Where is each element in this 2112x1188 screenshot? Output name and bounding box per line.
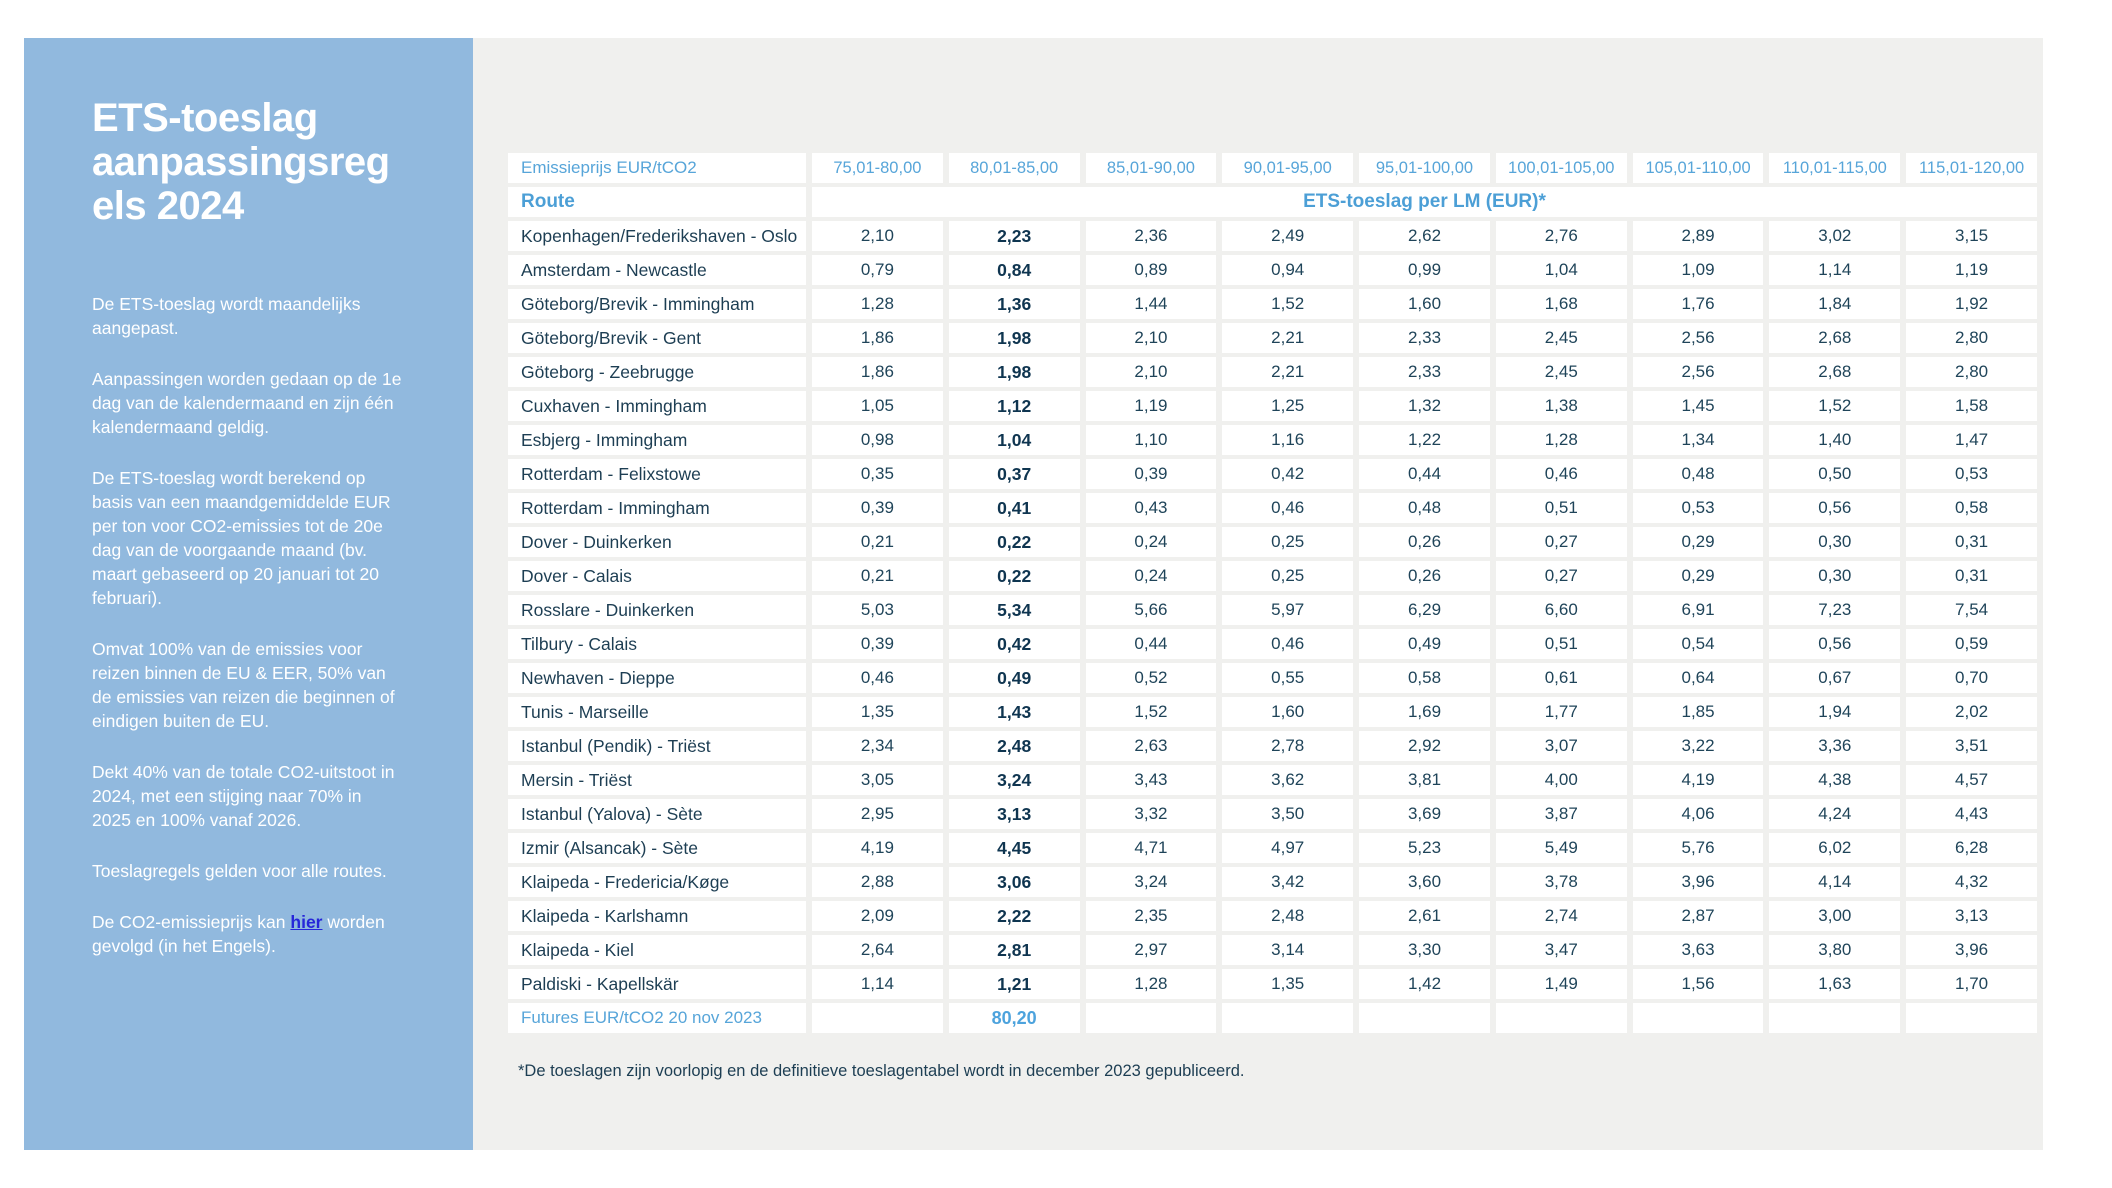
surcharge-value-cell: 3,43 [1086,765,1217,795]
surcharge-value-cell: 0,89 [1086,255,1217,285]
surcharge-value-cell: 4,19 [812,833,943,863]
route-name-cell: Göteborg/Brevik - Gent [508,323,806,353]
surcharge-value-cell: 0,46 [1496,459,1627,489]
surcharge-value-cell: 3,78 [1496,867,1627,897]
surcharge-value-cell: 1,12 [949,391,1080,421]
surcharge-value-cell: 5,03 [812,595,943,625]
surcharge-value-cell: 0,22 [949,527,1080,557]
surcharge-value-cell: 0,27 [1496,527,1627,557]
surcharge-value-cell: 0,27 [1496,561,1627,591]
surcharge-value-cell: 0,64 [1633,663,1764,693]
surcharge-value-cell: 3,80 [1769,935,1900,965]
surcharge-value-cell: 1,58 [1906,391,2037,421]
surcharge-value-cell: 6,02 [1769,833,1900,863]
surcharge-value-cell: 1,34 [1633,425,1764,455]
surcharge-value-cell: 2,22 [949,901,1080,931]
surcharge-value-cell: 0,42 [1222,459,1353,489]
surcharge-value-cell: 6,91 [1633,595,1764,625]
surcharge-value-cell: 0,70 [1906,663,2037,693]
surcharge-value-cell: 3,02 [1769,221,1900,251]
surcharge-value-cell: 0,79 [812,255,943,285]
surcharge-value-cell: 1,92 [1906,289,2037,319]
surcharge-value-cell: 2,56 [1633,323,1764,353]
surcharge-value-cell: 2,02 [1906,697,2037,727]
surcharge-value-cell: 2,48 [949,731,1080,761]
surcharge-value-cell: 2,34 [812,731,943,761]
surcharge-value-cell: 0,31 [1906,561,2037,591]
surcharge-value-cell: 2,78 [1222,731,1353,761]
route-name-cell: Esbjerg - Immingham [508,425,806,455]
futures-empty-cell [1496,1003,1627,1033]
surcharge-value-cell: 0,56 [1769,493,1900,523]
surcharge-value-cell: 0,46 [1222,493,1353,523]
surcharge-value-cell: 0,58 [1906,493,2037,523]
route-name-cell: Izmir (Alsancak) - Sète [508,833,806,863]
surcharge-value-cell: 2,23 [949,221,1080,251]
sidebar-paragraph-6: Toeslagregels gelden voor alle routes. [92,861,387,881]
route-name-cell: Istanbul (Pendik) - Triëst [508,731,806,761]
surcharge-value-cell: 0,53 [1633,493,1764,523]
surcharge-value-cell: 0,41 [949,493,1080,523]
surcharge-value-cell: 1,19 [1086,391,1217,421]
surcharge-value-cell: 1,69 [1359,697,1490,727]
surcharge-value-cell: 2,87 [1633,901,1764,931]
surcharge-value-cell: 3,60 [1359,867,1490,897]
surcharge-value-cell: 0,30 [1769,561,1900,591]
surcharge-value-cell: 1,47 [1906,425,2037,455]
route-name-cell: Rosslare - Duinkerken [508,595,806,625]
surcharge-value-cell: 0,26 [1359,527,1490,557]
surcharge-value-cell: 4,24 [1769,799,1900,829]
surcharge-value-cell: 3,62 [1222,765,1353,795]
surcharge-value-cell: 3,69 [1359,799,1490,829]
surcharge-value-cell: 1,94 [1769,697,1900,727]
surcharge-value-cell: 4,32 [1906,867,2037,897]
surcharge-value-cell: 0,94 [1222,255,1353,285]
surcharge-value-cell: 0,61 [1496,663,1627,693]
surcharge-value-cell: 0,49 [949,663,1080,693]
surcharge-value-cell: 0,24 [1086,527,1217,557]
surcharge-value-cell: 6,60 [1496,595,1627,625]
surcharge-value-cell: 4,57 [1906,765,2037,795]
surcharge-value-cell: 1,35 [1222,969,1353,999]
surcharge-value-cell: 2,88 [812,867,943,897]
surcharge-value-cell: 0,21 [812,527,943,557]
futures-empty-cell [1086,1003,1217,1033]
sidebar-paragraph-4: Omvat 100% van de emissies voor reizen binnen de EU & EER, 50% van de emissies van reizen die beginnen of eindigen buiten de EU. [92,639,395,731]
surcharge-value-cell: 3,36 [1769,731,1900,761]
link-paragraph-after: worden gevolgd (in het Engels). [92,912,385,956]
surcharge-value-cell: 2,64 [812,935,943,965]
surcharge-value-cell: 2,56 [1633,357,1764,387]
surcharge-value-cell: 1,28 [1086,969,1217,999]
route-column-header: Route [508,187,806,217]
surcharge-value-cell: 1,22 [1359,425,1490,455]
surcharge-value-cell: 0,25 [1222,561,1353,591]
surcharge-value-cell: 0,42 [949,629,1080,659]
surcharge-value-cell: 1,14 [812,969,943,999]
co2-price-link[interactable]: hier [290,912,323,932]
route-name-cell: Paldiski - Kapellskär [508,969,806,999]
futures-empty-cell [1633,1003,1764,1033]
surcharge-value-cell: 2,10 [812,221,943,251]
sidebar-paragraph-1: De ETS-toeslag wordt maandelijks aangepast. [92,294,361,338]
surcharge-value-cell: 0,31 [1906,527,2037,557]
surcharge-value-cell: 1,86 [812,357,943,387]
surcharge-value-cell: 1,42 [1359,969,1490,999]
price-band-header-5: 95,01-100,00 [1359,153,1490,183]
surcharge-value-cell: 0,52 [1086,663,1217,693]
surcharge-value-cell: 2,68 [1769,357,1900,387]
surcharge-value-cell: 0,48 [1633,459,1764,489]
route-name-cell: Tunis - Marseille [508,697,806,727]
surcharge-value-cell: 2,36 [1086,221,1217,251]
surcharge-value-cell: 1,52 [1222,289,1353,319]
surcharge-value-cell: 2,48 [1222,901,1353,931]
surcharge-value-cell: 1,52 [1086,697,1217,727]
surcharge-value-cell: 4,71 [1086,833,1217,863]
footnote: *De toeslagen zijn voorlopig en de definitieve toeslagentabel wordt in december 2023 gepubliceerd. [518,1062,1245,1080]
surcharge-value-cell: 3,24 [949,765,1080,795]
surcharge-value-cell: 2,21 [1222,357,1353,387]
sidebar-panel [24,38,473,1150]
surcharge-value-cell: 3,96 [1633,867,1764,897]
surcharge-value-cell: 3,14 [1222,935,1353,965]
surcharge-value-cell: 0,29 [1633,527,1764,557]
surcharge-value-cell: 3,06 [949,867,1080,897]
route-name-cell: Dover - Calais [508,561,806,591]
surcharge-value-cell: 2,80 [1906,323,2037,353]
futures-empty-cell [1222,1003,1353,1033]
surcharge-value-cell: 7,23 [1769,595,1900,625]
sidebar-link-paragraph [92,910,402,958]
surcharge-value-cell: 1,76 [1633,289,1764,319]
surcharge-value-cell: 3,96 [1906,935,2037,965]
surcharge-value-cell: 0,53 [1906,459,2037,489]
surcharge-value-cell: 3,22 [1633,731,1764,761]
surcharge-value-cell: 0,50 [1769,459,1900,489]
surcharge-value-cell: 2,76 [1496,221,1627,251]
surcharge-value-cell: 1,44 [1086,289,1217,319]
route-name-cell: Newhaven - Dieppe [508,663,806,693]
surcharge-value-cell: 1,35 [812,697,943,727]
surcharge-value-cell: 0,49 [1359,629,1490,659]
surcharge-value-cell: 0,39 [1086,459,1217,489]
surcharge-value-cell: 3,81 [1359,765,1490,795]
route-name-cell: Dover - Duinkerken [508,527,806,557]
surcharge-value-cell: 1,21 [949,969,1080,999]
surcharge-value-cell: 2,21 [1222,323,1353,353]
surcharge-value-cell: 2,62 [1359,221,1490,251]
route-name-cell: Göteborg - Zeebrugge [508,357,806,387]
surcharge-value-cell: 1,77 [1496,697,1627,727]
surcharge-value-cell: 3,42 [1222,867,1353,897]
surcharge-value-cell: 3,32 [1086,799,1217,829]
surcharge-value-cell: 1,63 [1769,969,1900,999]
surcharge-value-cell: 7,54 [1906,595,2037,625]
price-band-header-4: 90,01-95,00 [1222,153,1353,183]
surcharge-value-cell: 2,49 [1222,221,1353,251]
surcharge-value-cell: 2,97 [1086,935,1217,965]
surcharge-value-cell: 0,29 [1633,561,1764,591]
surcharge-value-cell: 0,21 [812,561,943,591]
surcharge-value-cell: 3,30 [1359,935,1490,965]
surcharge-value-cell: 1,19 [1906,255,2037,285]
surcharge-value-cell: 4,97 [1222,833,1353,863]
surcharge-value-cell: 1,25 [1222,391,1353,421]
surcharge-value-cell: 2,45 [1496,323,1627,353]
surcharge-value-cell: 2,80 [1906,357,2037,387]
surcharge-span-header: ETS-toeslag per LM (EUR)* [812,187,2037,217]
surcharge-value-cell: 2,10 [1086,323,1217,353]
surcharge-value-cell: 0,56 [1769,629,1900,659]
surcharge-value-cell: 2,68 [1769,323,1900,353]
surcharge-value-cell: 1,98 [949,323,1080,353]
surcharge-value-cell: 1,14 [1769,255,1900,285]
surcharge-value-cell: 0,55 [1222,663,1353,693]
surcharge-value-cell: 5,97 [1222,595,1353,625]
surcharge-value-cell: 1,38 [1496,391,1627,421]
surcharge-value-cell: 0,30 [1769,527,1900,557]
link-paragraph-before: De CO2-emissieprijs kan [92,912,291,932]
surcharge-value-cell: 1,04 [1496,255,1627,285]
surcharge-value-cell: 3,24 [1086,867,1217,897]
price-band-header-3: 85,01-90,00 [1086,153,1217,183]
surcharge-value-cell: 3,51 [1906,731,2037,761]
route-name-cell: Tilbury - Calais [508,629,806,659]
surcharge-value-cell: 2,09 [812,901,943,931]
surcharge-value-cell: 4,00 [1496,765,1627,795]
futures-empty-cell [1359,1003,1490,1033]
surcharge-value-cell: 0,98 [812,425,943,455]
surcharge-value-cell: 1,49 [1496,969,1627,999]
route-name-cell: Klaipeda - Karlshamn [508,901,806,931]
sidebar-paragraph-5: Dekt 40% van de totale CO2-uitstoot in 2024, met een stijging naar 70% in 2025 en 100% vanaf 2026. [92,762,395,830]
surcharge-value-cell: 2,74 [1496,901,1627,931]
surcharge-value-cell: 2,33 [1359,357,1490,387]
surcharge-value-cell: 4,06 [1633,799,1764,829]
surcharge-value-cell: 1,68 [1496,289,1627,319]
sidebar-paragraphs [92,292,402,958]
surcharge-value-cell: 1,60 [1222,697,1353,727]
surcharge-value-cell: 6,29 [1359,595,1490,625]
surcharge-value-cell: 5,66 [1086,595,1217,625]
futures-empty-cell [1769,1003,1900,1033]
surcharge-value-cell: 2,61 [1359,901,1490,931]
surcharge-value-cell: 0,58 [1359,663,1490,693]
surcharge-value-cell: 1,36 [949,289,1080,319]
surcharge-value-cell: 0,37 [949,459,1080,489]
route-name-cell: Kopenhagen/Frederikshaven - Oslo [508,221,806,251]
surcharge-value-cell: 1,52 [1769,391,1900,421]
surcharge-value-cell: 0,39 [812,493,943,523]
surcharge-value-cell: 1,32 [1359,391,1490,421]
route-name-cell: Rotterdam - Immingham [508,493,806,523]
route-name-cell: Rotterdam - Felixstowe [508,459,806,489]
surcharge-value-cell: 2,35 [1086,901,1217,931]
surcharge-value-cell: 0,26 [1359,561,1490,591]
surcharge-value-cell: 0,59 [1906,629,2037,659]
surcharge-value-cell: 3,13 [1906,901,2037,931]
surcharge-value-cell: 3,13 [949,799,1080,829]
surcharge-value-cell: 0,24 [1086,561,1217,591]
surcharge-value-cell: 3,63 [1633,935,1764,965]
surcharge-value-cell: 0,35 [812,459,943,489]
route-name-cell: Klaipeda - Kiel [508,935,806,965]
route-name-cell: Mersin - Triëst [508,765,806,795]
surcharge-value-cell: 3,05 [812,765,943,795]
price-band-header-9: 115,01-120,00 [1906,153,2037,183]
surcharge-value-cell: 2,33 [1359,323,1490,353]
surcharge-value-cell: 1,09 [1633,255,1764,285]
sidebar-paragraph-2: Aanpassingen worden gedaan op de 1e dag van de kalendermaand en zijn één kalendermaand geldig. [92,369,402,437]
surcharge-value-cell: 0,99 [1359,255,1490,285]
surcharge-value-cell: 3,87 [1496,799,1627,829]
surcharge-value-cell: 2,95 [812,799,943,829]
surcharge-value-cell: 2,45 [1496,357,1627,387]
surcharge-value-cell: 0,84 [949,255,1080,285]
emissieprijs-header-label: Emissieprijs EUR/tCO2 [508,153,806,183]
route-name-cell: Klaipeda - Fredericia/Køge [508,867,806,897]
price-band-header-1: 75,01-80,00 [812,153,943,183]
surcharge-value-cell: 3,50 [1222,799,1353,829]
surcharge-value-cell: 0,51 [1496,629,1627,659]
futures-empty-cell [1906,1003,2037,1033]
surcharge-value-cell: 1,16 [1222,425,1353,455]
surcharge-value-cell: 3,15 [1906,221,2037,251]
surcharge-value-cell: 1,56 [1633,969,1764,999]
surcharge-value-cell: 1,98 [949,357,1080,387]
page-title: ETS-toeslag aanpassingsregels 2024 [92,96,390,228]
surcharge-value-cell: 1,84 [1769,289,1900,319]
surcharge-value-cell: 5,76 [1633,833,1764,863]
surcharge-value-cell: 5,34 [949,595,1080,625]
surcharge-value-cell: 2,63 [1086,731,1217,761]
surcharge-value-cell: 0,67 [1769,663,1900,693]
surcharge-value-cell: 0,44 [1086,629,1217,659]
surcharge-value-cell: 4,19 [1633,765,1764,795]
surcharge-value-cell: 3,07 [1496,731,1627,761]
surcharge-value-cell: 4,43 [1906,799,2037,829]
surcharge-value-cell: 4,45 [949,833,1080,863]
surcharge-value-cell: 4,14 [1769,867,1900,897]
surcharge-value-cell: 0,48 [1359,493,1490,523]
futures-empty-cell [812,1003,943,1033]
surcharge-value-cell: 1,86 [812,323,943,353]
surcharge-value-cell: 1,40 [1769,425,1900,455]
surcharge-value-cell: 0,54 [1633,629,1764,659]
surcharge-value-cell: 1,28 [1496,425,1627,455]
futures-value-cell: 80,20 [949,1003,1080,1033]
surcharge-value-cell: 5,49 [1496,833,1627,863]
surcharge-value-cell: 0,51 [1496,493,1627,523]
surcharge-value-cell: 2,81 [949,935,1080,965]
surcharge-value-cell: 0,44 [1359,459,1490,489]
surcharge-value-cell: 2,10 [1086,357,1217,387]
route-name-cell: Istanbul (Yalova) - Sète [508,799,806,829]
route-name-cell: Cuxhaven - Immingham [508,391,806,421]
surcharge-value-cell: 3,00 [1769,901,1900,931]
surcharge-value-cell: 1,04 [949,425,1080,455]
surcharge-value-cell: 3,47 [1496,935,1627,965]
surcharge-value-cell: 0,46 [812,663,943,693]
surcharge-value-cell: 0,46 [1222,629,1353,659]
route-name-cell: Amsterdam - Newcastle [508,255,806,285]
price-band-header-7: 105,01-110,00 [1633,153,1764,183]
surcharge-value-cell: 0,39 [812,629,943,659]
surcharge-value-cell: 1,10 [1086,425,1217,455]
route-name-cell: Göteborg/Brevik - Immingham [508,289,806,319]
surcharge-value-cell: 1,28 [812,289,943,319]
ets-surcharge-table [508,153,2037,1033]
surcharge-value-cell: 1,05 [812,391,943,421]
price-band-header-2: 80,01-85,00 [949,153,1080,183]
surcharge-value-cell: 0,43 [1086,493,1217,523]
surcharge-value-cell: 2,89 [1633,221,1764,251]
price-band-header-6: 100,01-105,00 [1496,153,1627,183]
surcharge-value-cell: 5,23 [1359,833,1490,863]
surcharge-value-cell: 1,43 [949,697,1080,727]
futures-label-cell: Futures EUR/tCO2 20 nov 2023 [508,1003,806,1033]
surcharge-value-cell: 4,38 [1769,765,1900,795]
surcharge-value-cell: 1,60 [1359,289,1490,319]
surcharge-value-cell: 1,85 [1633,697,1764,727]
surcharge-value-cell: 6,28 [1906,833,2037,863]
price-band-header-8: 110,01-115,00 [1769,153,1900,183]
surcharge-value-cell: 1,45 [1633,391,1764,421]
surcharge-value-cell: 0,22 [949,561,1080,591]
surcharge-value-cell: 2,92 [1359,731,1490,761]
surcharge-value-cell: 0,25 [1222,527,1353,557]
surcharge-value-cell: 1,70 [1906,969,2037,999]
sidebar-paragraph-3: De ETS-toeslag wordt berekend op basis van een maandgemiddelde EUR per ton voor CO2-emissies tot de 20e dag van de voorgaande maand (bv. maart gebaseerd op 20 januari tot 20 februari). [92,468,391,608]
